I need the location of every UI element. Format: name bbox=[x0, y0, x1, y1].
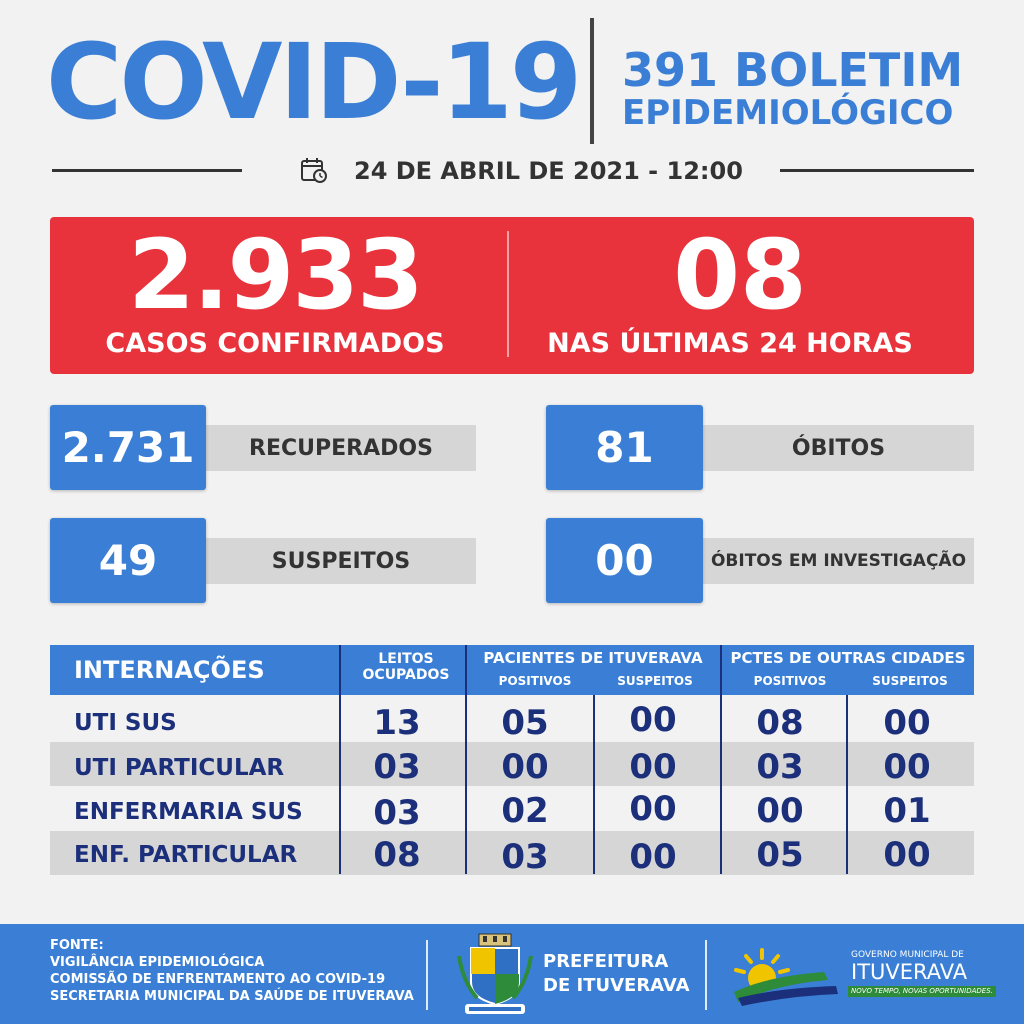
table-cell-local-positive: 02 bbox=[501, 791, 549, 831]
table-title: INTERNAÇÕES bbox=[74, 656, 265, 684]
source-block bbox=[50, 937, 414, 1005]
recovered-label: RECUPERADOS bbox=[206, 425, 476, 471]
table-cell-local-suspected: 00 bbox=[629, 837, 677, 877]
local-positive-header: POSITIVOS bbox=[498, 674, 572, 688]
recovered-value: 2.731 bbox=[50, 405, 206, 490]
source-line: SECRETARIA MUNICIPAL DA SAÚDE DE ITUVERAVA bbox=[50, 989, 414, 1004]
date-row bbox=[0, 152, 1024, 188]
deaths-label: ÓBITOS bbox=[703, 425, 974, 471]
calendar-clock-icon bbox=[300, 156, 328, 184]
table-cell-beds: 08 bbox=[373, 835, 421, 875]
hospitalization-table-header bbox=[50, 645, 974, 695]
table-cell-beds: 03 bbox=[373, 747, 421, 787]
footer-divider bbox=[426, 940, 428, 1010]
bulletin-subtitle: EPIDEMIOLÓGICO bbox=[622, 93, 954, 133]
bulletin-date: 24 DE ABRIL DE 2021 - 12:00 bbox=[354, 157, 743, 185]
prefeitura-line: DE ITUVERAVA bbox=[543, 975, 690, 996]
table-row-label: ENF. PARTICULAR bbox=[74, 842, 298, 868]
deaths-value: 81 bbox=[546, 405, 703, 490]
other-suspected-header: SUSPEITOS bbox=[872, 674, 948, 688]
table-row-label: ENFERMARIA SUS bbox=[74, 799, 303, 825]
table-cell-beds: 03 bbox=[373, 793, 421, 833]
suspected-value: 49 bbox=[50, 518, 206, 603]
table-cell-local-positive: 03 bbox=[501, 837, 549, 877]
table-vline bbox=[465, 645, 467, 874]
suspected-label: SUSPEITOS bbox=[206, 538, 476, 584]
gov-city-name: ITUVERAVA bbox=[851, 960, 968, 984]
table-cell-local-suspected: 00 bbox=[629, 747, 677, 787]
source-line: VIGILÂNCIA EPIDEMIOLÓGICA bbox=[50, 955, 265, 970]
table-vline bbox=[720, 645, 722, 874]
local-suspected-header: SUSPEITOS bbox=[617, 674, 693, 688]
table-cell-other-suspected: 01 bbox=[883, 791, 931, 831]
highlight-divider bbox=[507, 231, 509, 357]
confirmed-cases-value: 2.933 bbox=[128, 219, 422, 331]
source-line: COMISSÃO DE ENFRENTAMENTO AO COVID-19 bbox=[50, 972, 386, 987]
confirmed-cases-label: CASOS CONFIRMADOS bbox=[105, 328, 445, 359]
table-cell-other-suspected: 00 bbox=[883, 703, 931, 743]
table-row-label: UTI PARTICULAR bbox=[74, 755, 285, 781]
table-vline bbox=[846, 695, 848, 874]
table-cell-other-suspected: 00 bbox=[883, 747, 931, 787]
footer-divider bbox=[705, 940, 707, 1010]
footer bbox=[0, 924, 1024, 1024]
table-cell-local-positive: 00 bbox=[501, 747, 549, 787]
city-coat-of-arms-icon bbox=[455, 932, 535, 1018]
table-cell-other-positive: 00 bbox=[756, 791, 804, 831]
table-cell-beds: 13 bbox=[373, 703, 421, 743]
date-line-right bbox=[780, 169, 974, 172]
table-cell-other-positive: 05 bbox=[756, 835, 804, 875]
bulletin-number: 391 BOLETIM bbox=[622, 43, 964, 97]
prefeitura-label bbox=[543, 950, 690, 998]
table-cell-other-positive: 03 bbox=[756, 747, 804, 787]
table-vline bbox=[593, 695, 595, 874]
last24h-label: NAS ÚLTIMAS 24 HORAS bbox=[547, 328, 913, 359]
header-divider bbox=[590, 18, 594, 144]
prefeitura-line: PREFEITURA bbox=[543, 951, 669, 972]
last24h-value: 08 bbox=[673, 219, 807, 331]
gov-label: GOVERNO MUNICIPAL DE bbox=[851, 950, 964, 960]
table-cell-other-positive: 08 bbox=[756, 703, 804, 743]
highlight-panel bbox=[50, 217, 974, 374]
date-line-left bbox=[52, 169, 242, 172]
group-other-header: PCTES DE OUTRAS CIDADES bbox=[730, 649, 966, 667]
table-cell-local-suspected: 00 bbox=[629, 789, 677, 829]
deaths-investigation-value: 00 bbox=[546, 518, 703, 603]
gov-slogan: NOVO TEMPO, NOVAS OPORTUNIDADES. bbox=[848, 986, 996, 997]
group-local-header: PACIENTES DE ITUVERAVA bbox=[483, 649, 703, 667]
table-cell-local-positive: 05 bbox=[501, 703, 549, 743]
table-cell-other-suspected: 00 bbox=[883, 835, 931, 875]
source-title: FONTE: bbox=[50, 938, 104, 953]
table-cell-local-suspected: 00 bbox=[629, 700, 677, 740]
col-beds-header: LEITOS OCUPADOS bbox=[362, 651, 450, 683]
deaths-investigation-label: ÓBITOS EM INVESTIGAÇÃO bbox=[703, 538, 974, 584]
table-vline bbox=[339, 645, 341, 874]
ituverava-sun-logo-icon bbox=[728, 942, 846, 1006]
table-row-label: UTI SUS bbox=[74, 710, 177, 736]
other-positive-header: POSITIVOS bbox=[753, 674, 827, 688]
page-title: COVID-19 bbox=[46, 21, 580, 143]
